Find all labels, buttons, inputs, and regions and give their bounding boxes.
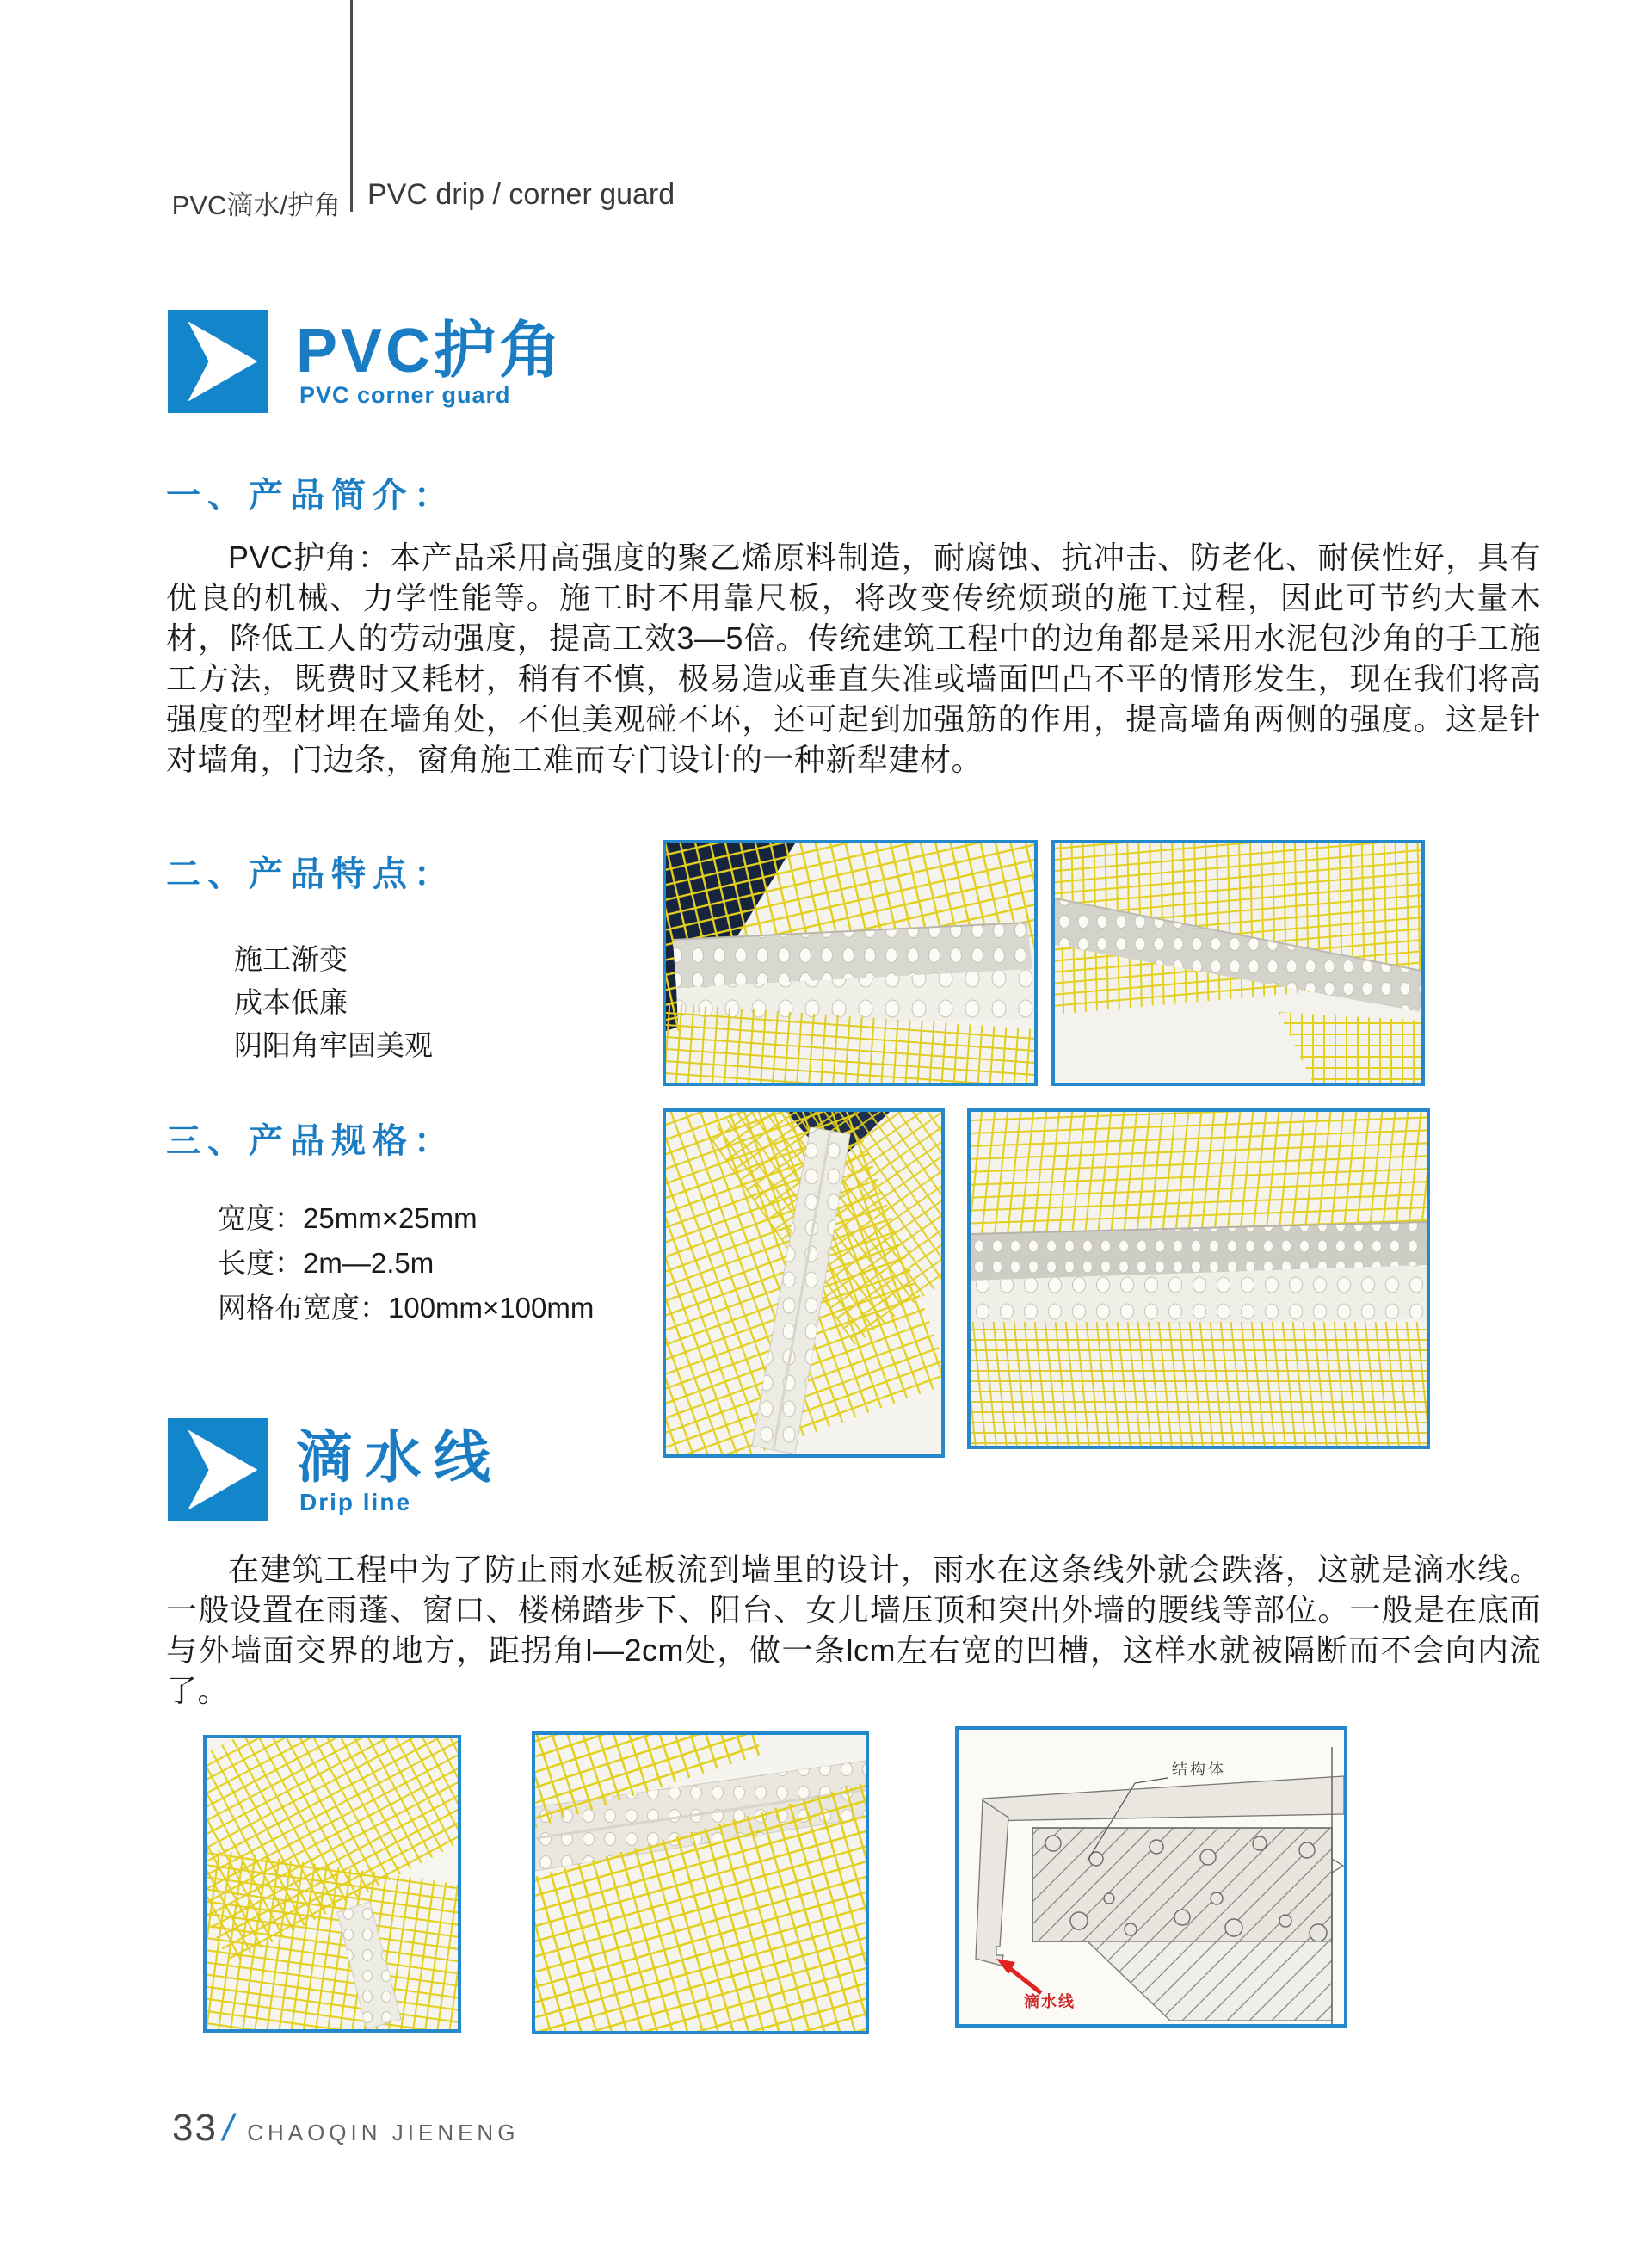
feature-item: 阴阳角牢固美观 <box>234 1029 433 1061</box>
arrow-logo-icon <box>168 310 268 413</box>
photo-corner-guard-3 <box>663 1108 945 1458</box>
product-subtitle-drip-line: Drip line <box>299 1489 412 1515</box>
photo-corner-guard-1 <box>663 840 1038 1086</box>
section-heading-features: 二、产品特点： <box>166 855 455 893</box>
drip-line-diagram <box>955 1726 1347 2028</box>
photo-corner-guard-4 <box>967 1108 1430 1449</box>
product-title-drip-line: 滴水线 <box>296 1425 502 1489</box>
spec-label: 网格布宽度： <box>218 1292 388 1324</box>
drip-line-paragraph: 在建筑工程中为了防止雨水延板流到墙里的设计，雨水在这条线外就会跌落，这就是滴水线。一般设置在雨蓬、窗口、楼梯踏步下、阳台、女儿墙压顶和突出外墙的腰线等部位。一般是在底面与外墙面交界的地方，距拐角l—2cm处，做一条lcm左右宽的凹槽，这样水就被隔断而不会向内流了。 <box>166 1552 1541 1708</box>
header-title-zh: PVC滴水/护角 <box>171 190 341 220</box>
arrow-logo-icon <box>168 1418 268 1521</box>
page-number: 33 <box>172 2107 218 2149</box>
spec-list <box>218 1196 594 1330</box>
spec-value: 25mm×25mm <box>303 1202 478 1234</box>
feature-item: 成本低廉 <box>234 986 348 1018</box>
spec-value: 2m—2.5m <box>303 1247 435 1279</box>
spec-label: 长度： <box>218 1247 303 1279</box>
photo-drip-line-2 <box>532 1731 869 2034</box>
footer-slash: / <box>222 2107 234 2149</box>
header-title-en: PVC drip / corner guard <box>367 178 675 211</box>
section-heading-specs: 三、产品规格： <box>166 1121 455 1160</box>
spec-row <box>218 1196 594 1241</box>
arrow-glyph <box>168 310 268 413</box>
section-heading-intro: 一、产品简介： <box>166 476 455 515</box>
header-divider <box>350 0 353 212</box>
photo-drip-line-1 <box>203 1735 461 2033</box>
product-subtitle-pvc-corner-guard: PVC corner guard <box>299 382 511 408</box>
product-title-pvc-corner-guard: PVC护角 <box>296 317 565 386</box>
diagram-label-structure: 结构体 <box>1172 1761 1226 1778</box>
photo-corner-guard-2 <box>1051 840 1425 1086</box>
brand-name: CHAOQIN JIENENG <box>247 2120 520 2145</box>
spec-value: 100mm×100mm <box>388 1292 595 1324</box>
spec-row <box>218 1241 594 1286</box>
feature-list <box>234 938 433 1067</box>
feature-item: 施工渐变 <box>234 943 348 975</box>
page-footer <box>172 2107 519 2150</box>
spec-label: 宽度： <box>218 1202 303 1234</box>
diagram-label-dripline: 滴水线 <box>1024 1993 1076 2010</box>
spec-row <box>218 1286 594 1330</box>
arrow-glyph <box>168 1418 268 1521</box>
intro-paragraph: PVC护角：本产品采用高强度的聚乙烯原料制造，耐腐蚀、抗冲击、防老化、耐侯性好，具有优良的机械、力学性能等。施工时不用靠尺板，将改变传统烦琐的施工过程，因此可节约大量木材，降低工人的劳动强度，提高工效3—5倍。传统建筑工程中的边角都是采用水泥包沙角的手工施工方法，既费时又耗材，稍有不慎，极易造成垂直失准或墙面凹凸不平的情形发生，现在我们将高强度的型材埋在墙角处，不但美观碰不坏，还可起到加强筋的作用，提高墙角两侧的强度。这是针对墙角，门边条，窗角施工难而专门设计的一种新犁建材。 <box>166 540 1541 777</box>
